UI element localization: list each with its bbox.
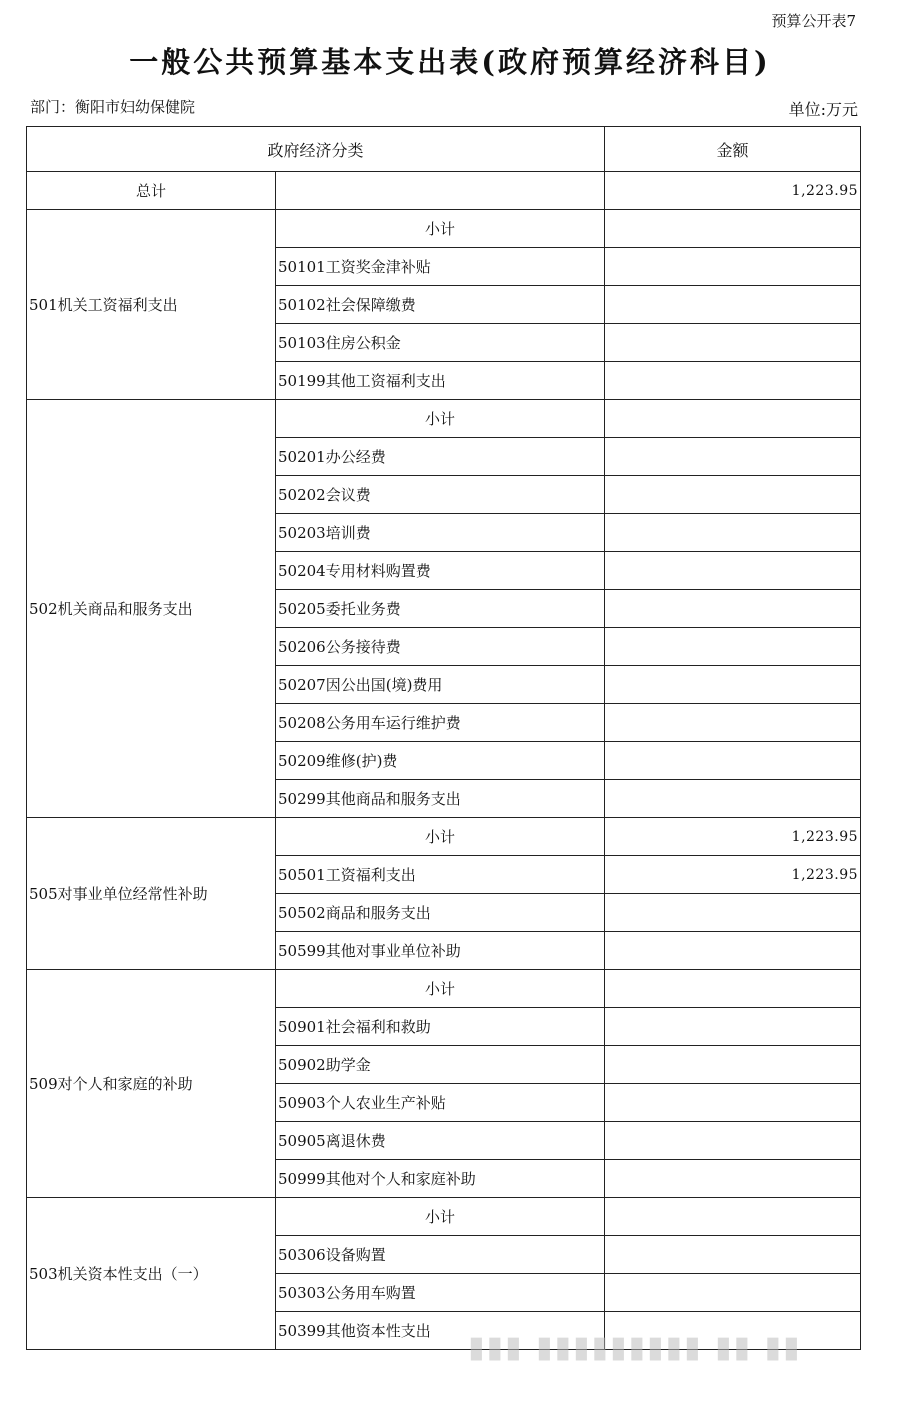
economic-item-label: 50199其他工资福利支出 xyxy=(276,362,605,400)
economic-item-amount xyxy=(605,362,861,400)
unit-label: 单位:万元 xyxy=(788,100,858,119)
economic-item-amount xyxy=(605,780,861,818)
economic-item-amount xyxy=(605,1160,861,1198)
category-group-label: 509对个人和家庭的补助 xyxy=(27,970,276,1198)
total-amount: 1,223.95 xyxy=(605,172,861,210)
page-title: 一般公共预算基本支出表(政府预算经济科目) xyxy=(129,45,771,79)
economic-item-label: 50202会议费 xyxy=(276,476,605,514)
economic-item-label: 50204专用材料购置费 xyxy=(276,552,605,590)
economic-item-label: 50206公务接待费 xyxy=(276,628,605,666)
economic-item-label: 50306设备购置 xyxy=(276,1236,605,1274)
subtotal-label: 小计 xyxy=(276,400,605,438)
economic-item-label: 50101工资奖金津补贴 xyxy=(276,248,605,286)
economic-item-amount xyxy=(605,324,861,362)
subtotal-row xyxy=(27,970,861,1008)
economic-item-amount xyxy=(605,552,861,590)
economic-item-amount xyxy=(605,628,861,666)
total-blank-cell xyxy=(276,172,605,210)
economic-item-amount xyxy=(605,476,861,514)
economic-item-amount xyxy=(605,514,861,552)
economic-item-label: 50599其他对事业单位补助 xyxy=(276,932,605,970)
economic-item-label: 50207因公出国(境)费用 xyxy=(276,666,605,704)
economic-item-amount xyxy=(605,932,861,970)
total-label: 总计 xyxy=(27,172,276,210)
economic-item-label: 50902助学金 xyxy=(276,1046,605,1084)
subtotal-amount xyxy=(605,970,861,1008)
subtotal-amount: 1,223.95 xyxy=(605,818,861,856)
subtotal-row xyxy=(27,210,861,248)
department-label: 部门：衡阳市妇幼保健院 xyxy=(30,98,196,116)
economic-item-amount xyxy=(605,1236,861,1274)
table-header-row xyxy=(27,127,861,172)
economic-item-amount xyxy=(605,1046,861,1084)
economic-item-label: 50203培训费 xyxy=(276,514,605,552)
subtotal-label: 小计 xyxy=(276,1198,605,1236)
subtotal-row xyxy=(27,400,861,438)
economic-item-amount xyxy=(605,1084,861,1122)
economic-item-label: 50399其他资本性支出 xyxy=(276,1312,605,1350)
economic-item-amount: 1,223.95 xyxy=(605,856,861,894)
economic-item-label: 50103住房公积金 xyxy=(276,324,605,362)
economic-item-label: 50208公务用车运行维护费 xyxy=(276,704,605,742)
economic-item-amount xyxy=(605,590,861,628)
category-group-label: 501机关工资福利支出 xyxy=(27,210,276,400)
economic-item-label: 50209维修(护)费 xyxy=(276,742,605,780)
budget-table xyxy=(26,126,861,1350)
economic-item-amount xyxy=(605,1008,861,1046)
watermark-logo: ▮▮▮ ▮▮▮▮▮▮▮▮▮ ▮▮ ▮▮ xyxy=(468,1330,802,1365)
economic-item-label: 50905离退休费 xyxy=(276,1122,605,1160)
total-row xyxy=(27,172,861,210)
economic-item-label: 50102社会保障缴费 xyxy=(276,286,605,324)
subtotal-amount xyxy=(605,210,861,248)
economic-item-amount xyxy=(605,666,861,704)
economic-item-label: 50502商品和服务支出 xyxy=(276,894,605,932)
column-header-amount: 金额 xyxy=(605,127,861,172)
economic-item-label: 50303公务用车购置 xyxy=(276,1274,605,1312)
economic-item-label: 50299其他商品和服务支出 xyxy=(276,780,605,818)
economic-item-label: 50501工资福利支出 xyxy=(276,856,605,894)
subtotal-label: 小计 xyxy=(276,970,605,1008)
economic-item-label: 50901社会福利和救助 xyxy=(276,1008,605,1046)
economic-item-label: 50201办公经费 xyxy=(276,438,605,476)
subtotal-amount xyxy=(605,400,861,438)
category-group-label: 503机关资本性支出（一） xyxy=(27,1198,276,1350)
subtotal-row xyxy=(27,818,861,856)
economic-item-label: 50903个人农业生产补贴 xyxy=(276,1084,605,1122)
column-header-category: 政府经济分类 xyxy=(27,127,605,172)
economic-item-amount xyxy=(605,742,861,780)
subtotal-row xyxy=(27,1198,861,1236)
economic-item-amount xyxy=(605,1122,861,1160)
category-group-label: 505对事业单位经常性补助 xyxy=(27,818,276,970)
economic-item-amount xyxy=(605,1274,861,1312)
subtotal-label: 小计 xyxy=(276,818,605,856)
subtotal-label: 小计 xyxy=(276,210,605,248)
economic-item-label: 50205委托业务费 xyxy=(276,590,605,628)
economic-item-amount xyxy=(605,894,861,932)
economic-item-amount xyxy=(605,704,861,742)
economic-item-amount xyxy=(605,286,861,324)
budget-table-body xyxy=(27,127,861,1350)
economic-item-amount xyxy=(605,438,861,476)
category-group-label: 502机关商品和服务支出 xyxy=(27,400,276,818)
economic-item-amount xyxy=(605,248,861,286)
table-number-label: 预算公开表7 xyxy=(771,12,856,30)
subtotal-amount xyxy=(605,1198,861,1236)
economic-item-label: 50999其他对个人和家庭补助 xyxy=(276,1160,605,1198)
